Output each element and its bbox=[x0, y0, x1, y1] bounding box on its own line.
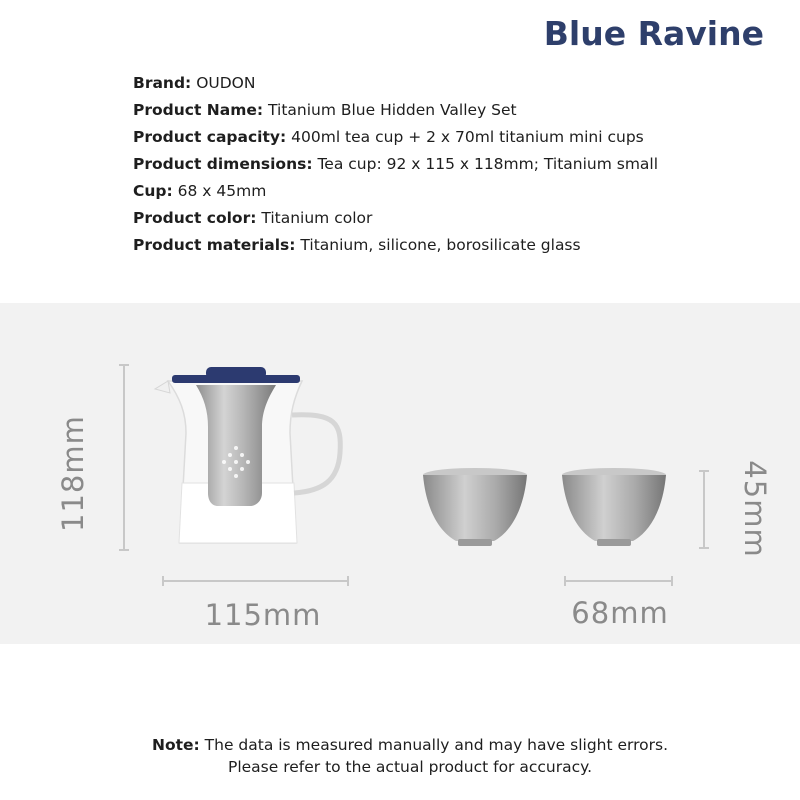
spec-label: Product color: bbox=[133, 209, 257, 227]
spec-value: 68 x 45mm bbox=[177, 182, 267, 200]
note-line-2 bbox=[0, 756, 800, 778]
spec-label: Brand: bbox=[133, 74, 192, 92]
disclaimer-note bbox=[0, 734, 800, 778]
spec-label: Product materials: bbox=[133, 236, 296, 254]
titanium-cup bbox=[423, 468, 527, 546]
spec-value: Titanium, silicone, borosilicate glass bbox=[300, 236, 581, 254]
cup-height-label: 45mm bbox=[738, 460, 772, 558]
spec-product-name bbox=[133, 97, 658, 124]
spec-value: Tea cup: 92 x 115 x 118mm; Titanium small bbox=[317, 155, 659, 173]
spec-capacity bbox=[133, 124, 658, 151]
titanium-cup bbox=[562, 468, 666, 546]
spec-color bbox=[133, 205, 658, 232]
spec-cup bbox=[133, 178, 658, 205]
note-label: Note: bbox=[151, 736, 200, 754]
spec-materials bbox=[133, 232, 658, 259]
spec-label: Product Name: bbox=[133, 101, 264, 119]
product-illustration bbox=[0, 303, 800, 644]
spec-label: Product dimensions: bbox=[133, 155, 313, 173]
cup-width-label: 68mm bbox=[571, 596, 669, 630]
teapot-width-label: 115mm bbox=[204, 598, 322, 632]
teapot-height-label: 118mm bbox=[56, 415, 90, 532]
product-title: Blue Ravine bbox=[543, 14, 764, 53]
teapot-width-bracket bbox=[163, 576, 348, 586]
spec-brand bbox=[133, 70, 658, 97]
spec-value: Titanium color bbox=[261, 209, 373, 227]
spec-value: 400ml tea cup + 2 x 70ml titanium mini cups bbox=[291, 128, 644, 146]
note-text-2: Please refer to the actual product for accuracy. bbox=[227, 758, 593, 776]
note-text-1: The data is measured manually and may have slight errors. bbox=[204, 736, 669, 754]
cup-width-bracket bbox=[565, 576, 672, 586]
teapot bbox=[155, 367, 340, 543]
spec-list bbox=[133, 70, 658, 259]
cup-height-bracket bbox=[699, 471, 709, 548]
spec-dimensions bbox=[133, 151, 658, 178]
spec-value: Titanium Blue Hidden Valley Set bbox=[268, 101, 517, 119]
spec-value: OUDON bbox=[196, 74, 256, 92]
spec-label: Product capacity: bbox=[133, 128, 287, 146]
product-photo bbox=[0, 303, 800, 644]
spec-label: Cup: bbox=[133, 182, 173, 200]
note-line-1 bbox=[0, 734, 800, 756]
teapot-height-bracket bbox=[119, 365, 129, 550]
